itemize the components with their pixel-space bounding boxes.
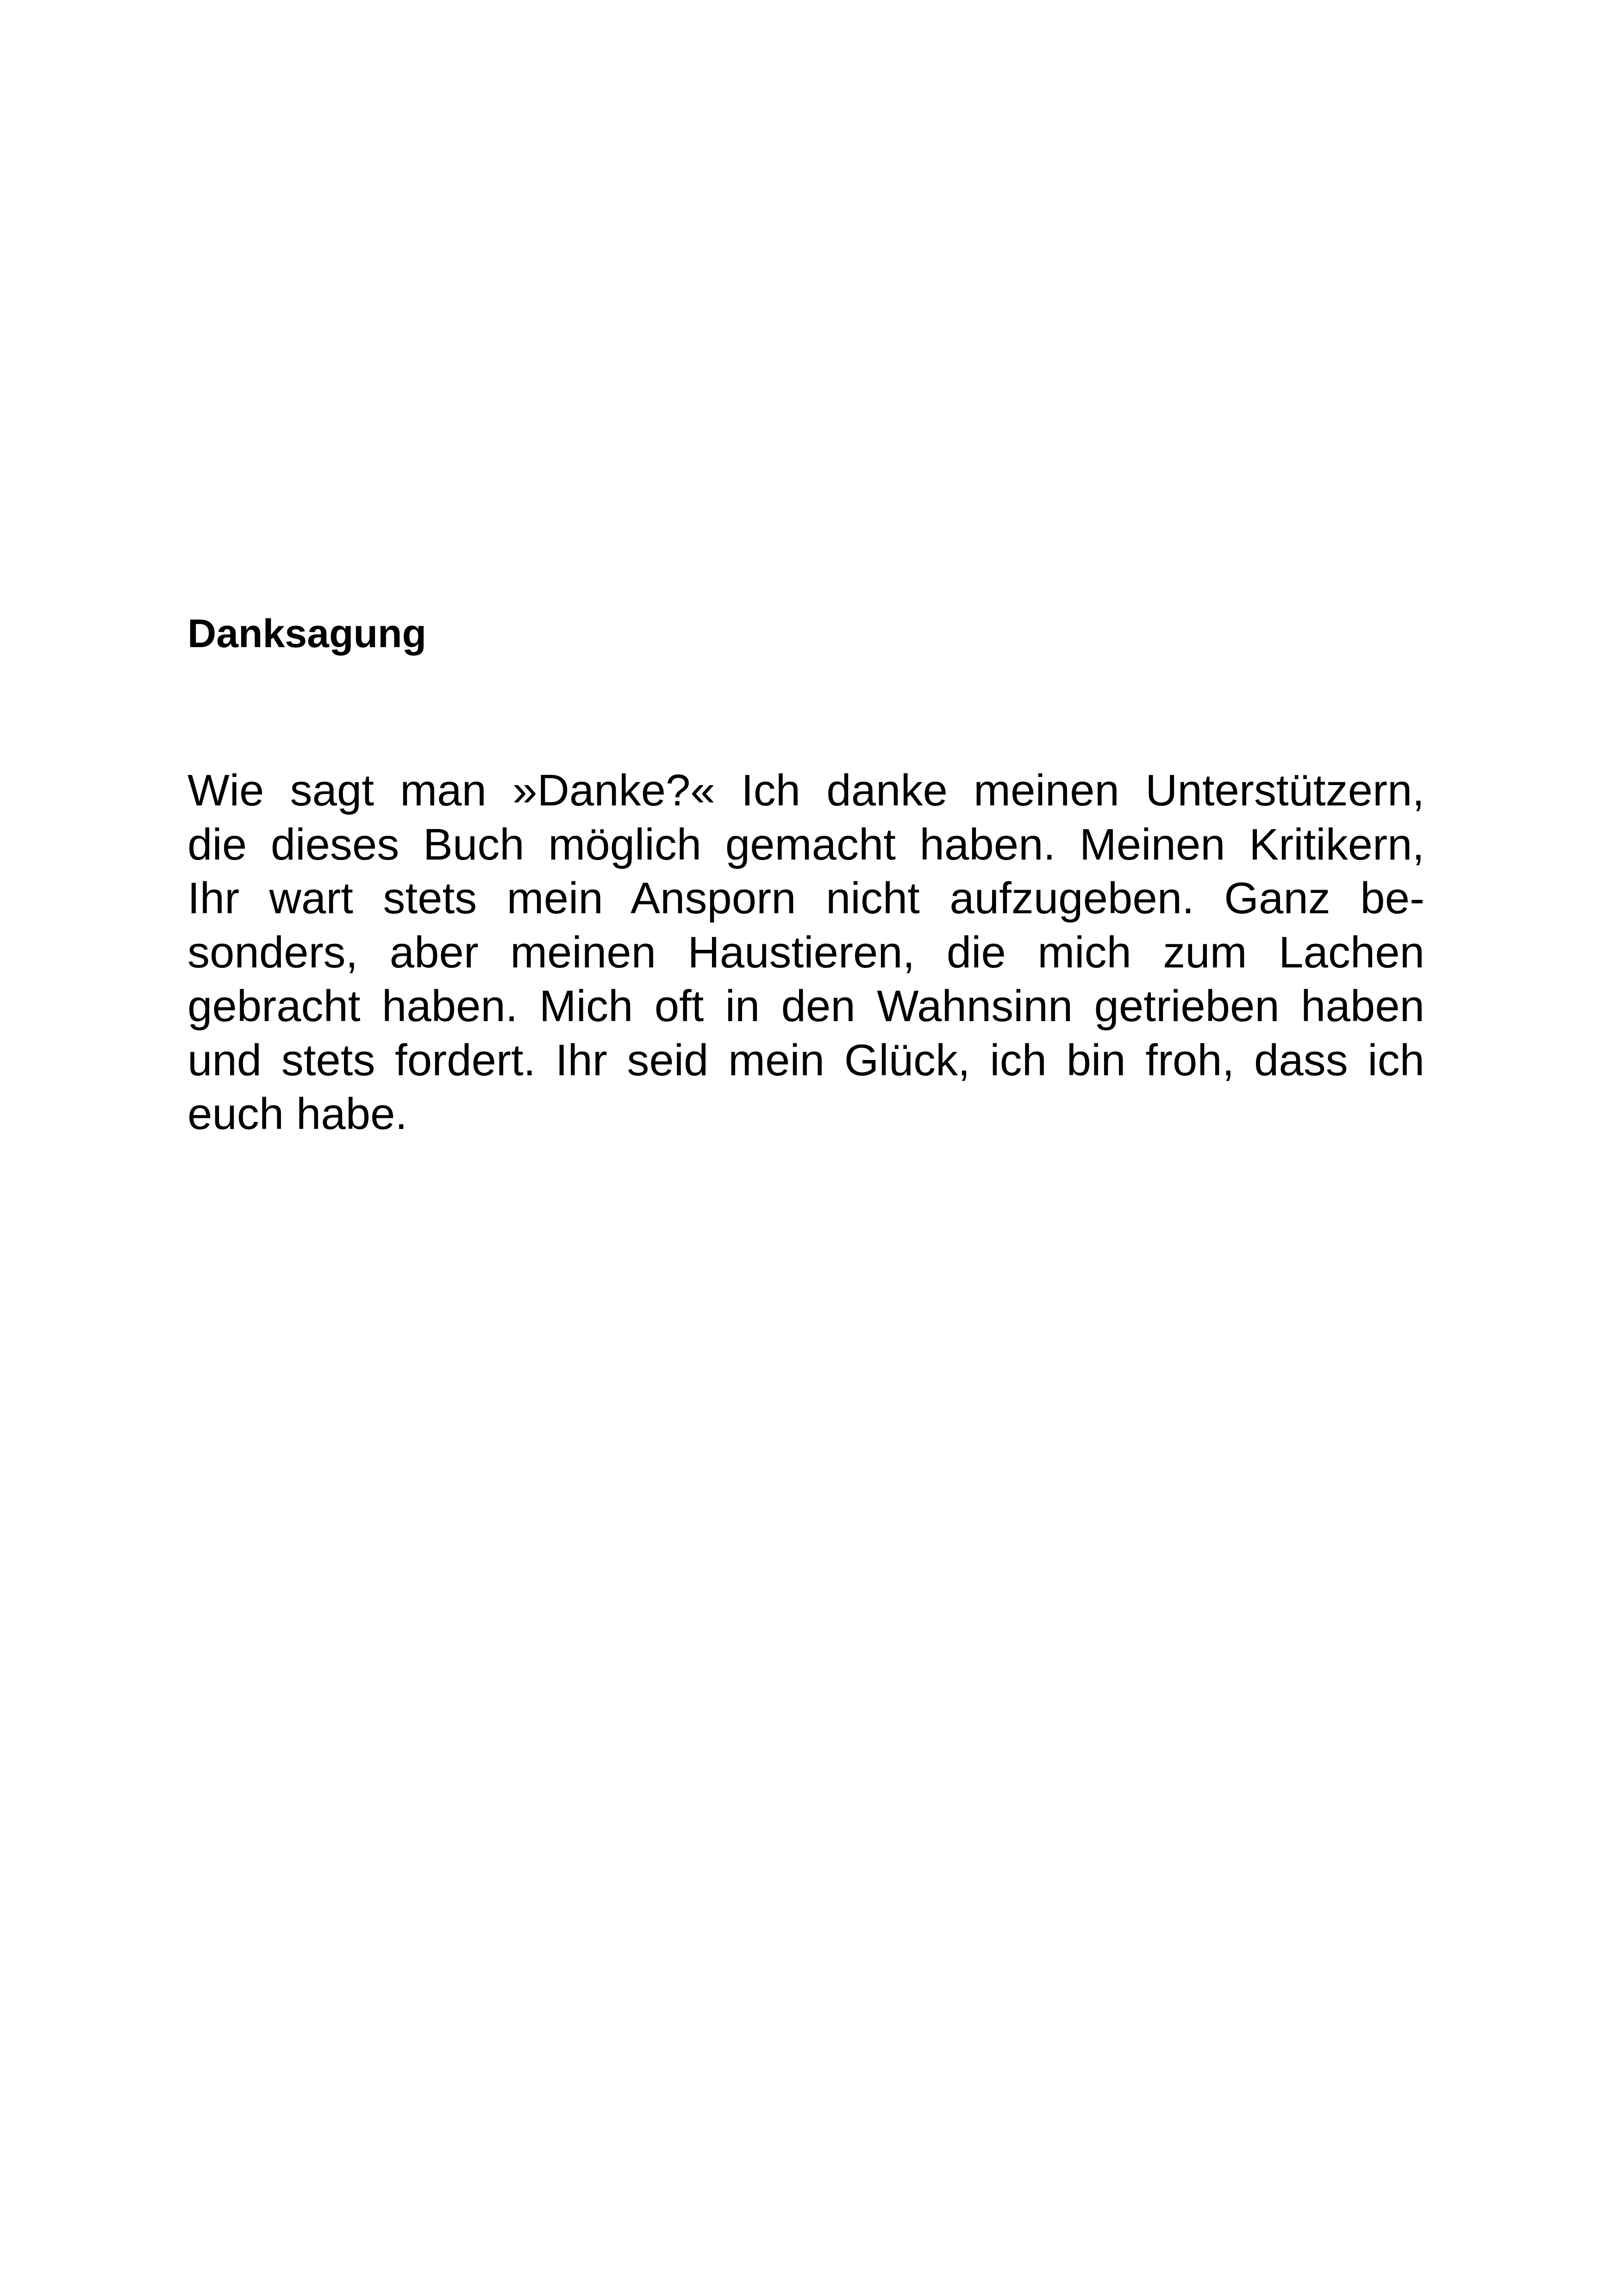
paragraph-line: Wie sagt man »Danke?« Ich danke meinen Unterstützern, [187, 766, 1424, 815]
page-heading: Danksagung [187, 611, 427, 656]
paragraph-line: und stets fordert. Ihr seid mein Glück, ich bin froh, dass ich [187, 1035, 1424, 1085]
paragraph-line: gebracht haben. Mich oft in den Wahnsinn getrieben haben [187, 981, 1424, 1031]
paragraph-line: die dieses Buch möglich gemacht haben. Meinen Kritikern, [187, 819, 1424, 869]
paragraph-line: sonders, aber meinen Haustieren, die mich zum Lachen [187, 927, 1424, 977]
paragraph-line: euch habe. [187, 1089, 408, 1139]
acknowledgement-paragraph [187, 764, 1424, 1141]
paragraph-line: Ihr wart stets mein Ansporn nicht aufzugeben. Ganz be- [187, 873, 1424, 923]
